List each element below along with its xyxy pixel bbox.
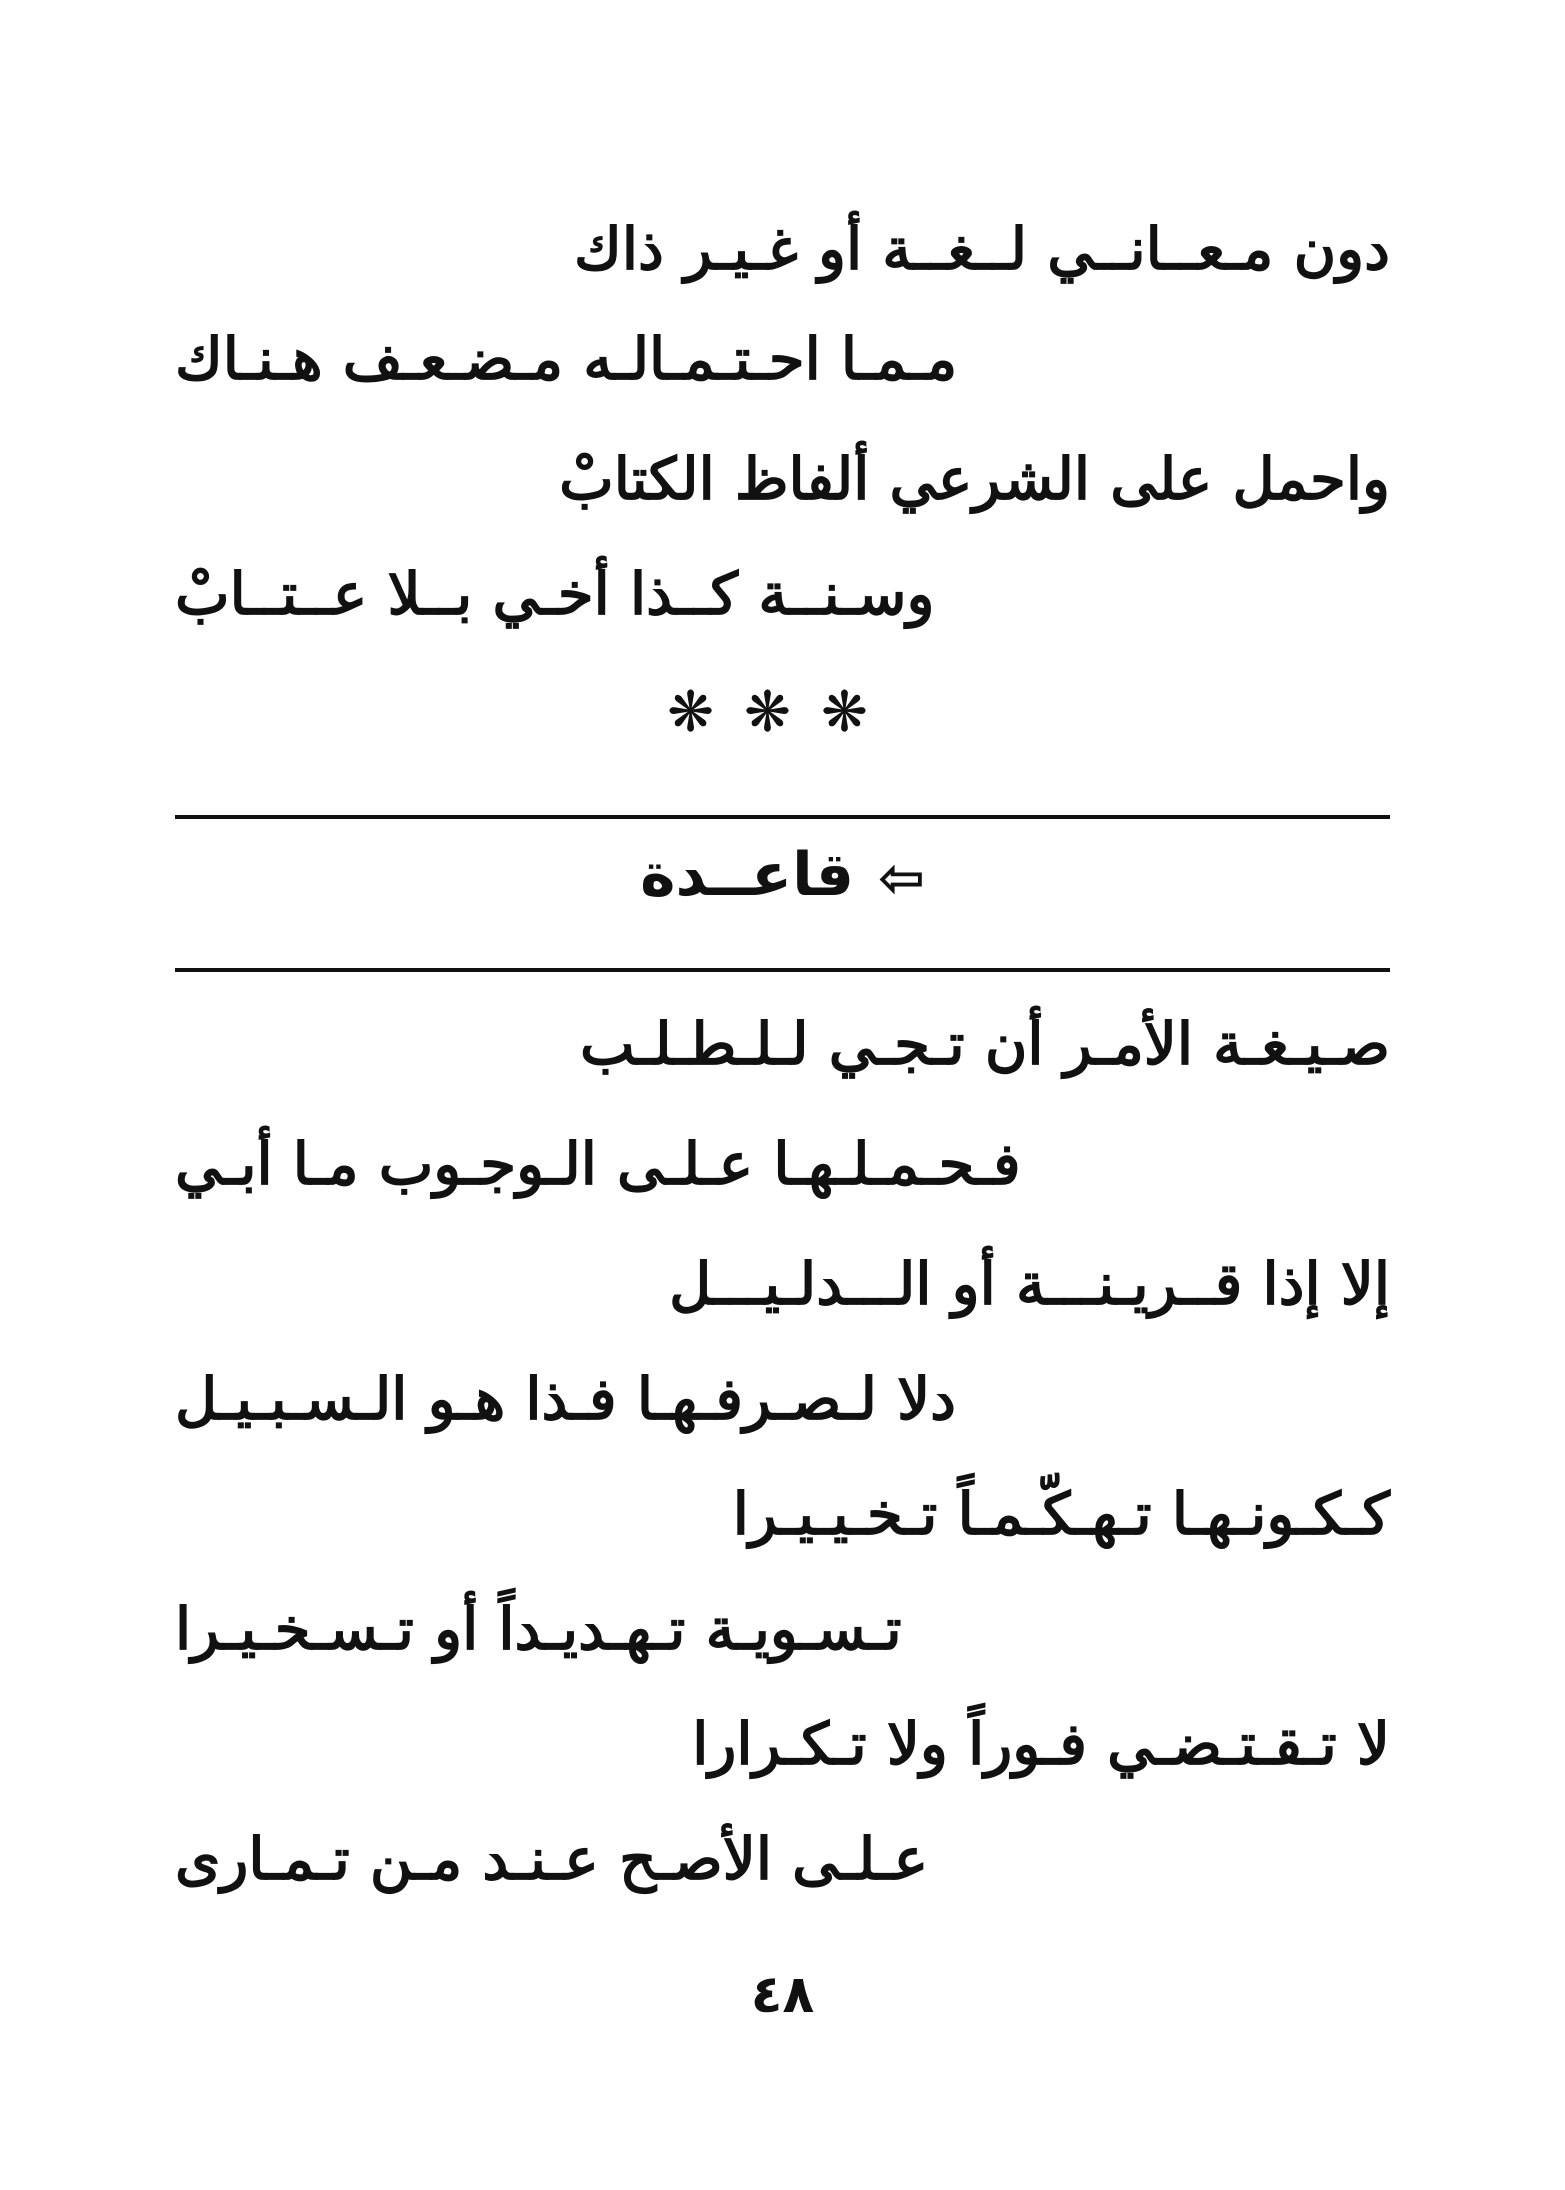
verse-line: دون مـعــانــي لــغــة أو غـيـر ذاك (574, 215, 1390, 283)
verse-line: مـمـا احـتـمـالـه مـضـعـف هـنـاك (175, 325, 958, 393)
verse-line: فـحـمـلـهـا عـلـى الـوجـوب مـا أبـي (175, 1130, 1021, 1198)
verse-line: تـسـويـة تـهـديـداً أو تـسـخـيـرا (175, 1595, 902, 1663)
verse-line: وسـنــة كــذا أخـي بــلا عــتــابْ (175, 560, 935, 628)
verse-line: كـكـونـهـا تـهـكّـمـاً تـخـيـيـرا (732, 1480, 1390, 1548)
page-number: ٤٨ (750, 1965, 815, 2025)
divider-top (175, 815, 1390, 819)
verse-line: لا تـقـتـضـي فـوراً ولا تـكـرارا (692, 1710, 1390, 1778)
arrow-left-icon: ⇦ (877, 845, 925, 911)
section-heading-title: قاعــدة (640, 840, 854, 910)
verse-line: إلا إذا قــريـنـــة أو الـــدلـيـــل (669, 1250, 1390, 1318)
verse-line: عـلـى الأصـح عـنـد مـن تـمـارى (175, 1825, 929, 1893)
divider-bottom (175, 968, 1390, 972)
verse-line: صـيـغـة الأمـر أن تـجـي لـلـطـلـب (579, 1010, 1390, 1078)
section-heading (0, 840, 1565, 911)
verse-line: دلا لـصـرفـهـا فـذا هـو الـسـبـيـل (175, 1365, 956, 1433)
verse-line: واحمل على الشرعي ألفاظ الكتابْ (559, 445, 1390, 513)
section-separator-stars: ❋❋❋ (667, 680, 898, 745)
